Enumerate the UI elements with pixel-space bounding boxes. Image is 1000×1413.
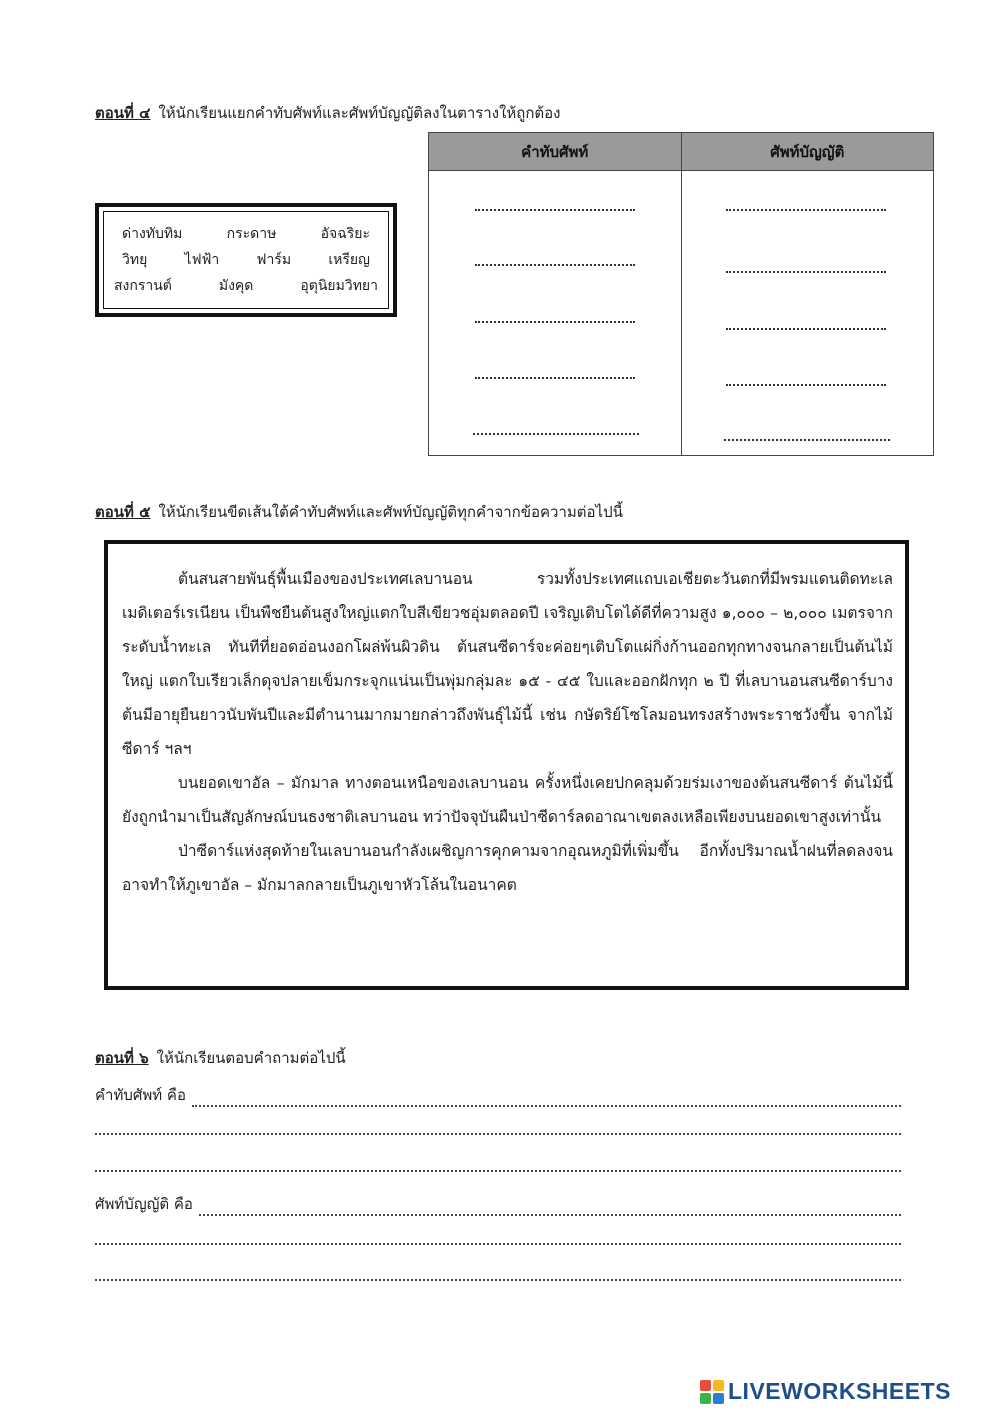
word-box — [95, 203, 397, 317]
part5-heading — [95, 500, 623, 524]
passage-paragraph[interactable]: บนยอดเขาอัล – มักมาล ทางตอนเหนือของเลบานอน ครั้งหนึ่งเคยปกคลุมด้วยร่มเงาของต้นสนซีดาร์ ต้นไม้นี้ยังถูกนำมาเป็นสัญลักษณ์บนธงชาติเลบานอน ทว่าปัจจุบันผืนป่าซีดาร์ลดอาณาเขตลงเหลือเพียงบนยอดเขาสูงเท่านั้น — [122, 774, 893, 826]
liveworksheets-logo — [700, 1378, 951, 1405]
part5-instruction: ให้นักเรียนขีดเส้นใต้คำทับศัพท์และศัพท์บัญญัติทุกคำจากข้อความต่อไปนี้ — [158, 503, 623, 521]
word: อัจฉริยะ — [320, 226, 370, 242]
part4-instruction: ให้นักเรียนแยกคำทับศัพท์และศัพท์บัญญัติลงในตารางให้ถูกต้อง — [158, 104, 561, 122]
col-header-loanword: คำทับศัพท์ — [429, 133, 682, 170]
part6-label: ตอนที่ ๖ — [95, 1049, 149, 1067]
answer-line[interactable] — [95, 1170, 901, 1172]
answer-blank[interactable] — [475, 321, 635, 323]
answer-blank[interactable] — [726, 271, 886, 273]
part5-label: ตอนที่ ๕ — [95, 503, 151, 521]
word: สงกรานต์ — [114, 278, 172, 294]
word: ฟาร์ม — [256, 252, 292, 268]
answer-blank[interactable] — [726, 384, 886, 386]
question-coined-term — [95, 1192, 901, 1216]
word: เหรียญ — [328, 252, 370, 268]
answer-blank[interactable] — [475, 264, 635, 266]
table-header — [429, 133, 933, 171]
answer-blank[interactable] — [475, 209, 635, 211]
word: อุตุนิยมวิทยา — [300, 278, 378, 294]
answer-blank[interactable] — [726, 209, 886, 211]
logo-mark-icon — [700, 1380, 724, 1404]
answer-blank[interactable] — [473, 433, 639, 435]
question-label: คำทับศัพท์ คือ — [95, 1086, 186, 1104]
answer-blank[interactable] — [724, 439, 890, 441]
answer-line[interactable] — [95, 1279, 901, 1281]
word: มังคุด — [218, 278, 254, 294]
logo-text: LIVEWORKSHEETS — [728, 1378, 951, 1404]
answer-line[interactable] — [199, 1200, 901, 1216]
word: ไฟฟ้า — [184, 252, 220, 268]
word: กระดาษ — [226, 226, 277, 242]
passage-paragraph[interactable]: ป่าซีดาร์แห่งสุดท้ายในเลบานอนกำลังเผชิญการคุกคามจากอุณหภูมิที่เพิ่มขึ้น อีกทั้งปริมาณน้ำฝนที่ลดลงจนอาจทำให้ภูเขาอัล – มักมาลกลายเป็นภูเขาหัวโล้นในอนาคต — [122, 842, 893, 894]
answer-line[interactable] — [95, 1133, 901, 1135]
passage-paragraph[interactable]: ต้นสนสายพันธุ์พื้นเมืองของประเทศเลบานอน รวมทั้งประเทศแถบเอเชียตะวันตกที่มีพรมแดนติดทะเลเมดิเตอร์เรเนียน เป็นพืชยืนต้นสูงใหญ่แตกใบสีเขียวชอุ่มตลอดปี เจริญเติบโตได้ดีที่ความสูง ๑,๐๐๐ – ๒,๐๐๐ เมตรจากระดับน้ำทะเล ทันทีที่ยอดอ่อนงอกโผล่พ้นผิวดิน ต้นสนซีดาร์จะค่อยๆเติบโตแผ่กิ่งก้านออกทุกทางจนกลายเป็นต้นไม้ใหญ่ แตกใบเรียวเล็กดุจปลายเข็มกระจุกแน่นเป็นพุ่มกลุ่มละ ๑๕ - ๔๕ ใบและออกฝักทุก ๒ ปี ที่เลบานอนสนซีดาร์บางต้นมีอายุยืนยาวนับพันปีและมีตำนานมากมายกล่าวถึงพันธุ์ไม้นี้ เช่น กษัตริย์โซโลมอนทรงสร้างพระราชวังขึ้น จากไม้ซีดาร์ ฯลฯ — [122, 570, 893, 758]
part6-instruction: ให้นักเรียนตอบคำถามต่อไปนี้ — [156, 1049, 346, 1067]
answer-table — [428, 132, 934, 456]
part4-label: ตอนที่ ๔ — [95, 104, 151, 122]
coined-term-column — [682, 171, 934, 455]
question-label: ศัพท์บัญญัติ คือ — [95, 1195, 193, 1213]
answer-blank[interactable] — [475, 377, 635, 379]
word-row — [114, 249, 378, 271]
col-header-coined-term: ศัพท์บัญญัติ — [770, 142, 845, 161]
answer-line[interactable] — [95, 1243, 901, 1245]
answer-line[interactable] — [192, 1091, 901, 1107]
loanword-column — [429, 171, 682, 455]
passage-box[interactable] — [104, 540, 909, 990]
part4-heading — [95, 101, 561, 125]
word-row — [114, 223, 378, 245]
part6-heading — [95, 1046, 346, 1070]
question-loanword — [95, 1083, 901, 1107]
word: ด่างทับทิม — [122, 226, 183, 242]
word: วิทยุ — [122, 252, 148, 268]
answer-blank[interactable] — [726, 328, 886, 330]
word-row — [114, 275, 378, 297]
